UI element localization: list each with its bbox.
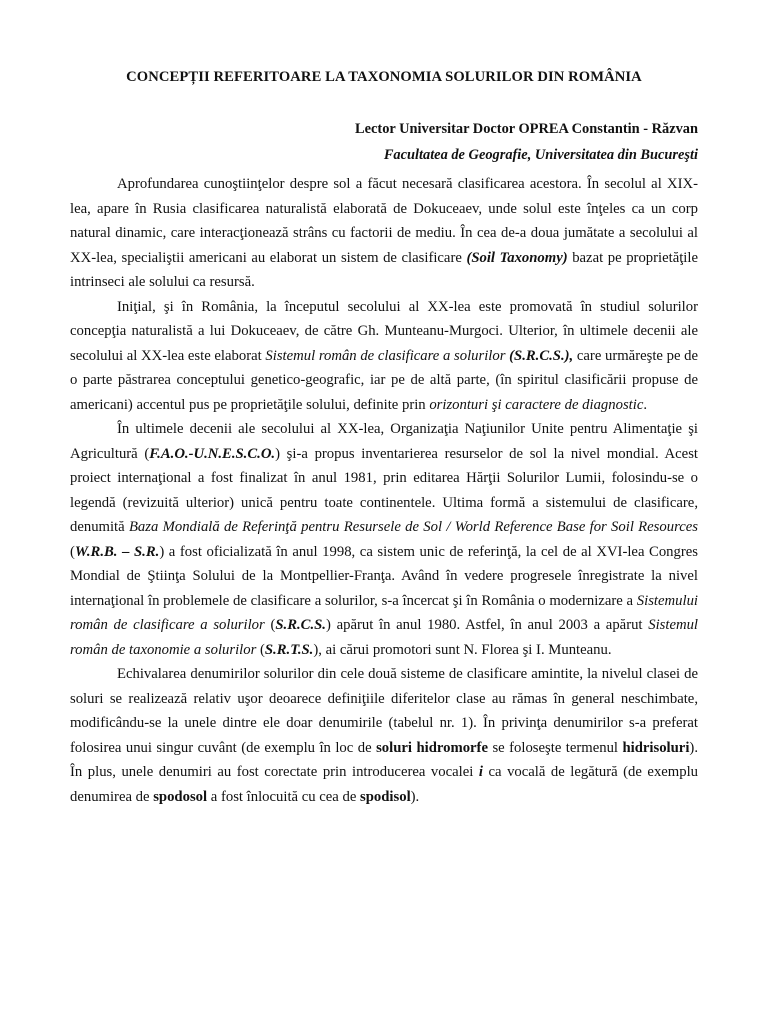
bold-term: hidrisoluri: [622, 739, 690, 756]
italic-term: Sistemului român de clasificare a solurilor: [70, 592, 698, 633]
text-run: (: [70, 543, 75, 560]
wrb-abbrev: W.R.B. – S.R.: [74, 543, 160, 560]
text-run: care urmăreşte pe de o parte păstrarea conceptului genetico-geografic, iar pe de altă parte, (în spiritul clasificării propuse de americani) accentul pus pe proprietăţile solului, definite prin: [70, 347, 699, 413]
srcs-abbrev: (S.R.C.S.),: [509, 347, 574, 364]
bold-term: spodisol: [360, 788, 411, 805]
document-body: [70, 172, 698, 809]
srts-abbrev: S.R.T.S.: [264, 641, 314, 658]
text-run: ) apărut în anul 1980. Astfel, în anul 2003 a apărut: [325, 617, 649, 633]
text-run: ).: [410, 788, 420, 805]
text-run: (: [256, 641, 265, 658]
text-run: ) şi-a propus inventarierea resurselor de sol la nivel mondial. Acest proiect internaţional a fost finalizat în anul 1981, prin editarea Hărţii Solurilor Lumii, folosindu-se o legendă (revizuită ulterior) unică pentru toate continentele. Ultima formă a sistemului de clasificare, denumită: [70, 445, 698, 535]
paragraph-4: [70, 662, 698, 809]
bold-term: spodosol: [153, 788, 208, 805]
text-run: Echivalarea denumirilor solurilor din cele două sisteme de clasificare amintite, la nivelul clasei de soluri se realizează relativ uşor deoarece definiţiile diferitelor clase au rămas în general neschimbate, modificându-se la unele dintre ele doar denumirile (tabelul nr. 1). În privinţa denumirilor s-a preferat folosirea unui singur cuvânt (de exemplu în loc de: [70, 666, 698, 756]
text-run: Iniţial, şi în România, la începutul secolului al XX-lea este promovată în studiul solurilor concepţia naturalistă a lui Dokuceaev, de către Gh. Munteanu-Murgoci. Ulterior, în ultimele decenii ale secolului al XX-lea este elaborat: [70, 298, 698, 364]
document-title: CONCEPȚII REFERITOARE LA TAXONOMIA SOLURILOR DIN ROMÂNIA: [126, 69, 642, 85]
text-run: se foloseşte termenul: [487, 739, 623, 756]
paragraph-1: [70, 172, 698, 295]
text-run: ) a fost oficializată în anul 1998, ca sistem unic de referinţă, la cel de al XVI-lea Congres Mondial de Ştiinţa Solului de la Montpellier-Franţa. Având în vedere progresele înregistrate la nivel internaţional în problemele de clasificare a solurilor, s-a încercat şi în România o modernizare a: [70, 543, 698, 609]
text-run: .: [643, 396, 648, 413]
author-line: Lector Universitar Doctor OPREA Constantin - Răzvan: [355, 121, 698, 137]
italic-term: orizonturi şi caractere de diagnostic: [429, 396, 644, 413]
bold-term: soluri hidromorfe: [376, 739, 488, 756]
text-run: ca vocală de legătură (de exemplu denumirea de: [70, 764, 698, 805]
italic-term: Sistemul român de clasificare a solurilor: [265, 347, 506, 364]
text-run: a fost înlocuită cu cea de: [207, 788, 361, 805]
text-run: ), ai cărui promotori sunt N. Florea şi I. Munteanu.: [313, 641, 612, 658]
text-run: În ultimele decenii ale secolului al XX-lea, Organizaţia Naţiunilor Unite pentru Alimentaţie şi Agricultură (: [70, 421, 698, 462]
text-run: ). În plus, unele denumiri au fost corectate prin introducerea vocalei: [70, 739, 698, 780]
text-run: (: [264, 617, 276, 633]
paragraph-2: [70, 295, 698, 418]
text-run: bazat pe proprietăţile intrinseci ale solului ca resursă.: [70, 249, 698, 290]
text-run: Aprofundarea cunoştiinţelor despre sol a făcut necesară clasificarea acestora. În secolul al XIX-lea, apare în Rusia clasificarea naturalistă elaborată de Dokuceaev, unde solul este înţeles ca un corp natural dinamic, care interacţionează strâns cu factorii de mediu. În cea de-a doua jumătate a secolului al XX-lea, specialiştii americani au elaborat un sistem de clasificare: [70, 176, 698, 266]
affiliation-line: Facultatea de Geografie, Universitatea din Bucureşti: [383, 147, 698, 163]
bold-term: i: [478, 764, 483, 780]
italic-term: Sistemul român de taxonomie a solurilor: [70, 617, 699, 658]
srcs-abbrev: S.R.C.S.: [275, 617, 326, 633]
italic-term: Baza Mondială de Referinţă pentru Resursele de Sol / World Reference Base for Soil Resources: [128, 519, 699, 535]
fao-abbrev: F.A.O.-U.N.E.S.C.O.: [149, 445, 276, 462]
soil-taxonomy-term: (Soil Taxonomy): [466, 249, 568, 266]
paragraph-3: [70, 417, 698, 662]
